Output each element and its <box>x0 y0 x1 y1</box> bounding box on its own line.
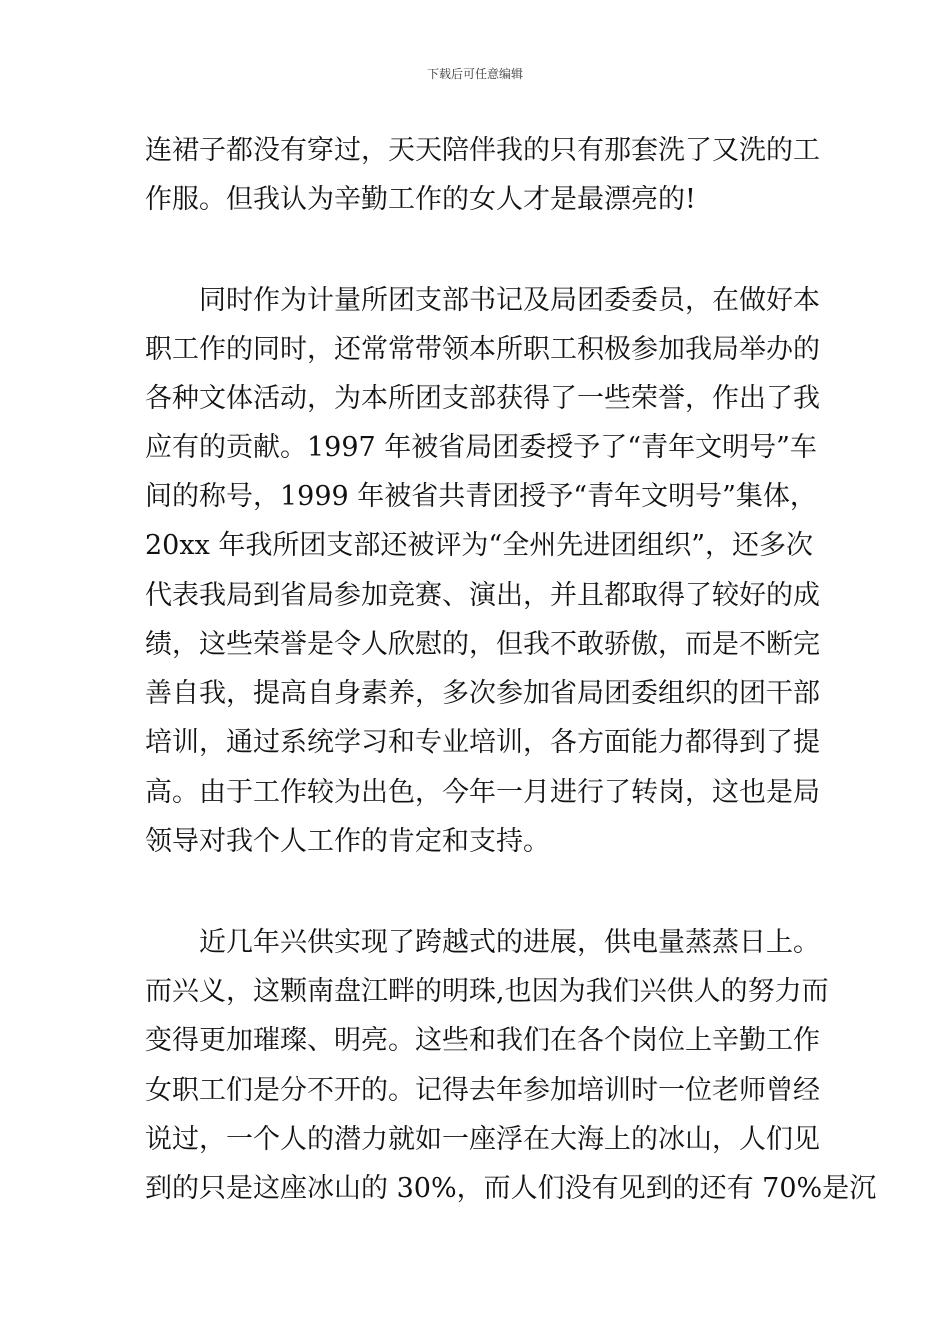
paragraph-2-line-5: 间的称号，1999 年被省共青团授予“青年文明号”集体， <box>145 481 817 512</box>
paragraph-3-line-5: 说过，一个人的潜力就如一座浮在大海上的冰山，人们见 <box>145 1124 820 1155</box>
paragraph-2-line-1: 同时作为计量所团支部书记及局团委委员，在做好本 <box>199 285 820 316</box>
paragraph-2-line-12: 领导对我个人工作的肯定和支持。 <box>145 826 550 857</box>
paragraph-3-line-2: 而兴义，这颗南盘江畔的明珠,也因为我们兴供人的努力而 <box>145 976 829 1007</box>
paragraph-2-line-8: 绩，这些荣誉是令人欣慰的，但我不敢骄傲，而是不断完 <box>145 629 820 660</box>
paragraph-2-line-9: 善自我，提高自身素养，多次参加省局团委组织的团干部 <box>145 678 820 709</box>
paragraph-2-line-11: 高。由于工作较为出色，今年一月进行了转岗，这也是局 <box>145 777 820 808</box>
paragraph-3-line-6: 到的只是这座冰山的 30%，而人们没有见到的还有 70%是沉 <box>145 1173 877 1204</box>
paragraph-2-line-4: 应有的贡献。1997 年被省局团委授予了“青年文明号”车 <box>145 432 817 463</box>
paragraph-1-line-1: 连裙子都没有穿过，天天陪伴我的只有那套洗了又洗的工 <box>145 135 820 166</box>
paragraph-2-line-7: 代表我局到省局参加竞赛、演出，并且都取得了较好的成 <box>145 580 820 611</box>
paragraph-3-line-1: 近几年兴供实现了跨越式的进展，供电量蒸蒸日上。 <box>199 927 820 958</box>
paragraph-2-line-10: 培训，通过系统学习和专业培训，各方面能力都得到了提 <box>145 727 820 758</box>
paragraph-2-line-3: 各种文体活动，为本所团支部获得了一些荣誉，作出了我 <box>145 383 820 414</box>
paragraph-1-line-2: 作服。但我认为辛勤工作的女人才是最漂亮的! <box>145 184 696 215</box>
page-header: 下载后可任意编辑 <box>426 67 523 81</box>
paragraph-2-line-6: 20xx 年我所团支部还被评为“全州先进团组织”，还多次 <box>145 530 813 561</box>
paragraph-2-line-2: 职工作的同时，还常常带领本所职工积极参加我局举办的 <box>145 334 820 365</box>
paragraph-3-line-4: 女职工们是分不开的。记得去年参加培训时一位老师曾经 <box>145 1075 820 1106</box>
paragraph-3-line-3: 变得更加璀璨、明亮。这些和我们在各个岗位上辛勤工作 <box>145 1025 820 1056</box>
